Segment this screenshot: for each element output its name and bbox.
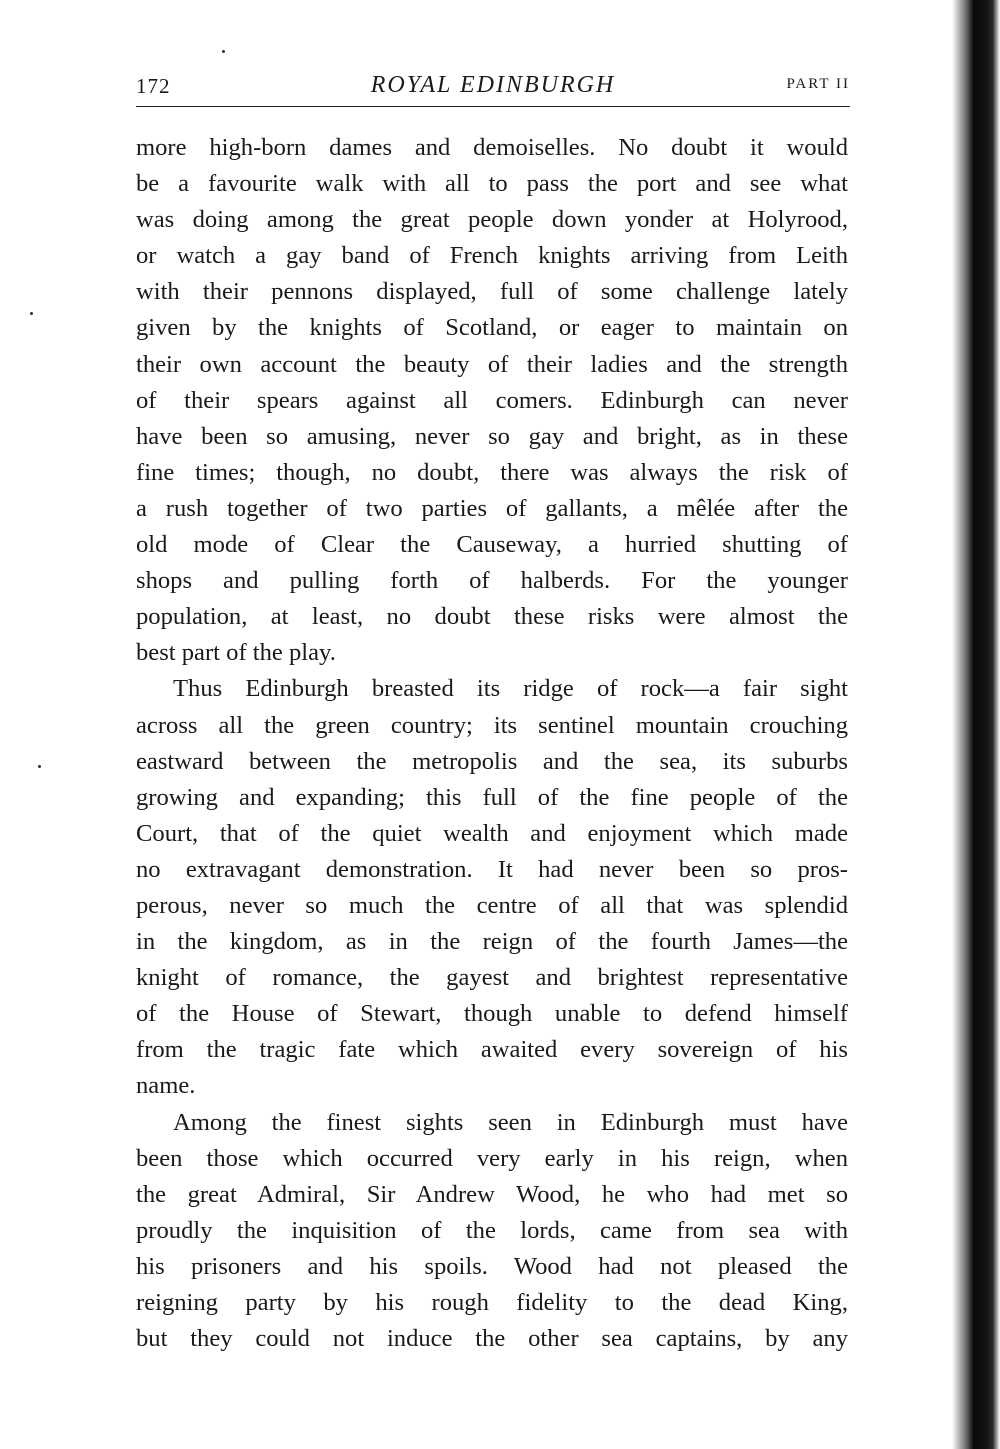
page-number: 172: [136, 74, 171, 98]
running-head: [136, 70, 850, 107]
part-label: PART II: [786, 76, 850, 92]
text-line: or watch a gay band of French knights arriving from Leith: [136, 242, 848, 270]
text-line: was doing among the great people down yonder at Holyrood,: [136, 206, 848, 234]
text-line: be a favourite walk with all to pass the port and see what: [136, 170, 848, 198]
text-line: proudly the inquisition of the lords, came from sea with: [136, 1216, 848, 1244]
body-text: [136, 130, 848, 1357]
text-line: population, at least, no doubt these risks were almost the: [136, 603, 848, 631]
text-line-paragraph-end: name.: [136, 1072, 196, 1100]
text-line: reigning party by his rough fidelity to the dead King,: [136, 1289, 848, 1316]
text-line: perous, never so much the centre of all that was splendid: [136, 891, 848, 919]
scan-speck: [38, 765, 41, 768]
text-line-paragraph-start: Thus Edinburgh breasted its ridge of rock—a fair sight: [173, 675, 848, 703]
text-line: more high-born dames and demoiselles. No doubt it would: [136, 134, 848, 161]
text-line-paragraph-start: Among the finest sights seen in Edinburgh must have: [173, 1108, 848, 1136]
text-line: been those which occurred very early in his reign, when: [136, 1144, 848, 1172]
text-line: Court, that of the quiet wealth and enjoyment which made: [136, 819, 848, 847]
text-line: have been so amusing, never so gay and bright, as in these: [136, 422, 848, 450]
text-line: shops and pulling forth of halberds. For the younger: [136, 567, 848, 595]
text-line: eastward between the metropolis and the sea, its suburbs: [136, 747, 848, 775]
text-line: of the House of Stewart, though unable to defend himself: [136, 1000, 848, 1028]
text-line: from the tragic fate which awaited every sovereign of his: [136, 1036, 848, 1064]
scan-speck: [222, 50, 225, 53]
book-title: ROYAL EDINBURGH: [370, 72, 616, 98]
text-line: across all the green country; its sentinel mountain crouching: [136, 711, 848, 739]
text-line: their own account the beauty of their ladies and the strength: [136, 350, 848, 378]
text-line: a rush together of two parties of gallants, a mêlée after the: [136, 494, 848, 522]
text-line: his prisoners and his spoils. Wood had not pleased the: [136, 1252, 848, 1280]
text-line: old mode of Clear the Causeway, a hurried shutting of: [136, 531, 848, 559]
text-line: fine times; though, no doubt, there was always the risk of: [136, 458, 848, 486]
text-line: the great Admiral, Sir Andrew Wood, he who had met so: [136, 1180, 848, 1208]
text-line: growing and expanding; this full of the fine people of the: [136, 783, 848, 811]
text-line: with their pennons displayed, full of some challenge lately: [136, 278, 848, 306]
text-line: of their spears against all comers. Edinburgh can never: [136, 386, 848, 414]
text-line: knight of romance, the gayest and brightest representative: [136, 964, 848, 992]
text-line-paragraph-end: best part of the play.: [136, 639, 336, 667]
binding-edge-shadow: [952, 0, 1000, 1449]
text-line: in the kingdom, as in the reign of the fourth James—the: [136, 928, 848, 956]
text-line: no extravagant demonstration. It had never been so pros-: [136, 855, 848, 883]
text-line: given by the knights of Scotland, or eager to maintain on: [136, 314, 848, 342]
scan-speck: [30, 312, 33, 315]
text-line: but they could not induce the other sea captains, by any: [136, 1325, 848, 1353]
